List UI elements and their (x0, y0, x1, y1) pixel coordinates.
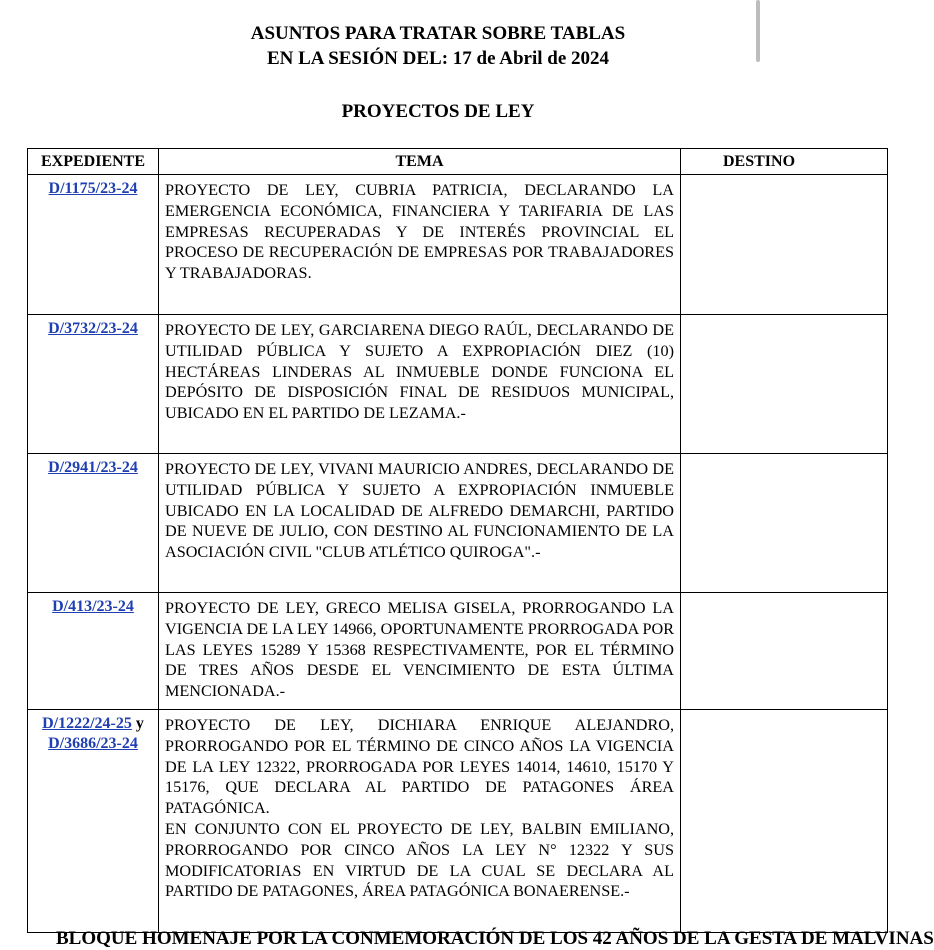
table-row (28, 454, 888, 593)
expediente-link[interactable]: D/1222/24-25 (42, 715, 132, 732)
expediente-link[interactable]: D/413/23-24 (52, 598, 134, 615)
page-title-line-2: EN LA SESIÓN DEL: 17 de Abril de 2024 (266, 48, 610, 69)
expediente-joiner: y (135, 715, 144, 732)
tema-text: PROYECTO DE LEY, GARCIARENA DIEGO RAÚL, DECLARANDO DE UTILIDAD PÚBLICA Y SUJETO A EXPROPIACIÓN DIEZ (10) HECTÁREAS LINDERAS AL INMUEBLE DONDE FUNCIONA EL DEPÓSITO DE DISPOSICIÓN FINAL DE RESIDUOS MUNICIPAL, UBICADO EN EL PARTIDO DE LEZAMA.- (165, 321, 674, 423)
table-row (28, 315, 888, 454)
column-header-destino: DESTINO (681, 149, 888, 175)
expediente-cell (28, 710, 159, 933)
page-title-line-1: ASUNTOS PARA TRATAR SOBRE TABLAS (250, 23, 626, 44)
column-header-expediente: EXPEDIENTE (28, 149, 159, 175)
destino-cell (681, 315, 888, 454)
expediente-cell (28, 315, 159, 454)
agenda-table (27, 148, 888, 933)
tema-cell (159, 593, 681, 710)
tema-cell (159, 454, 681, 593)
expediente-link[interactable]: D/3732/23-24 (48, 320, 138, 337)
tema-cell (159, 175, 681, 315)
table-row (28, 710, 888, 933)
table-row (28, 593, 888, 710)
expediente-cell (28, 454, 159, 593)
tema-text: PROYECTO DE LEY, CUBRIA PATRICIA, DECLARANDO LA EMERGENCIA ECONÓMICA, FINANCIERA Y TARIFARIA DE LAS EMPRESAS RECUPERADAS Y DE INTERÉS PROVINCIAL EL PROCESO DE RECUPERACIÓN DE EMPRESAS POR TRABAJADORES Y TRABAJADORAS. (165, 181, 674, 283)
expediente-cell (28, 175, 159, 315)
section-title: PROYECTOS DE LEY (341, 101, 535, 122)
tema-text: EN CONJUNTO CON EL PROYECTO DE LEY, BALBIN EMILIANO, PRORROGANDO POR CINCO AÑOS LA LEY N° 12322 Y SUS MODIFICATORIAS EN VIRTUD DE LA CUAL SE DECLARA AL PARTIDO DE PATAGONES, ÁREA PATAGÓNICA BONAERENSE.- (165, 819, 674, 901)
table-row (28, 175, 888, 315)
expediente-cell (28, 593, 159, 710)
destino-cell (681, 175, 888, 315)
destino-cell (681, 454, 888, 593)
tema-text: PROYECTO DE LEY, GRECO MELISA GISELA, PRORROGANDO LA VIGENCIA DE LA LEY 14966, OPORTUNAMENTE PRORROGADA POR LAS LEYES 15289 Y 15368 RESPECTIVAMENTE, POR EL TÉRMINO DE TRES AÑOS DESDE EL VENCIMIENTO DE ESTA ÚLTIMA MENCIONADA.- (165, 599, 674, 701)
expediente-link[interactable]: D/1175/23-24 (48, 180, 138, 197)
destino-cell (681, 593, 888, 710)
expediente-link[interactable]: D/2941/23-24 (48, 459, 138, 476)
expediente-link[interactable]: D/3686/23-24 (48, 735, 138, 752)
table-header-row (28, 149, 888, 175)
tema-text: PROYECTO DE LEY, VIVANI MAURICIO ANDRES, DECLARANDO DE UTILIDAD PÚBLICA Y SUJETO A EXPROPIACIÓN INMUEBLE UBICADO EN LA LOCALIDAD DE ALFREDO DEMARCHI, PARTIDO DE NUEVE DE JULIO, CON DESTINO AL FUNCIONAMIENTO DE LA ASOCIACIÓN CIVIL "CLUB ATLÉTICO QUIROGA".- (165, 460, 674, 562)
destino-cell (681, 710, 888, 933)
tema-text: PROYECTO DE LEY, DICHIARA ENRIQUE ALEJANDRO, PRORROGANDO POR EL TÉRMINO DE CINCO AÑOS LA VIGENCIA DE LA LEY 12322, PRORROGADA POR LEYES 14014, 14610, 15170 Y 15176, QUE DECLARA AL PARTIDO DE PATAGONES ÁREA PATAGÓNICA. (165, 716, 674, 818)
next-section-heading: BLOQUE HOMENAJE POR LA CONMEMORACIÓN DE LOS 42 AÑOS DE LA GESTA DE MALVINAS (56, 928, 934, 949)
column-header-tema: TEMA (159, 149, 681, 175)
tema-cell (159, 315, 681, 454)
tema-cell (159, 710, 681, 933)
